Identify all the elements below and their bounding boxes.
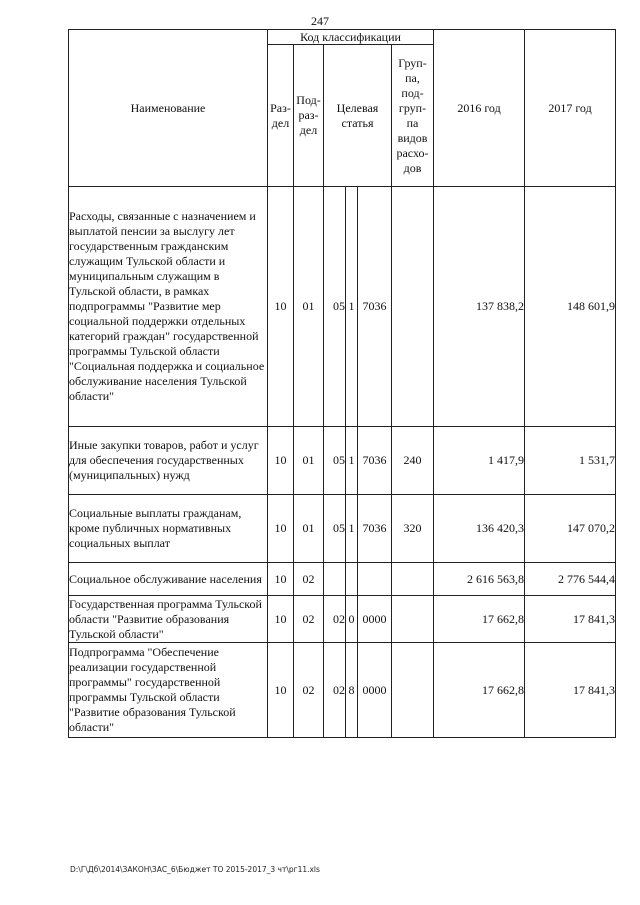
table-row <box>69 495 616 563</box>
cell-2017: 2 776 544,4 <box>525 563 616 596</box>
cell-2016: 1 417,9 <box>434 427 525 495</box>
cell-razdel: 10 <box>268 643 294 738</box>
cell-podrazdel: 02 <box>294 563 324 596</box>
cell-target-direction <box>358 563 392 596</box>
cell-target-direction: 7036 <box>358 495 392 563</box>
row-name: Государственная программа Тульской области "Развитие образования Тульской области" <box>69 596 268 643</box>
footer-file-path: D:\Г\Дб\2014\ЗАКОН\ЗАС_6\Бюджет ТО 2015-2017_3 чт\рг11.xls <box>70 865 320 874</box>
column-header-2017: 2017 год <box>525 30 616 187</box>
cell-2017: 148 601,9 <box>525 187 616 427</box>
cell-group: 240 <box>392 427 434 495</box>
cell-podrazdel: 02 <box>294 596 324 643</box>
cell-target-program: 05 <box>324 427 346 495</box>
budget-table <box>68 29 616 738</box>
cell-group: 320 <box>392 495 434 563</box>
cell-podrazdel: 01 <box>294 495 324 563</box>
cell-2017: 1 531,7 <box>525 427 616 495</box>
table-row <box>69 563 616 596</box>
row-name: Иные закупки товаров, работ и услуг для обеспечения государственных (муниципальных) нужд <box>69 427 268 495</box>
cell-target-subprogram <box>346 563 358 596</box>
cell-2016: 136 420,3 <box>434 495 525 563</box>
cell-podrazdel: 01 <box>294 187 324 427</box>
column-header-target: Целевая статья <box>324 45 392 187</box>
cell-razdel: 10 <box>268 563 294 596</box>
column-header-group: Груп- па, под- груп- па видов расхо- дов <box>392 45 434 187</box>
cell-2017: 17 841,3 <box>525 596 616 643</box>
cell-2016: 137 838,2 <box>434 187 525 427</box>
cell-razdel: 10 <box>268 596 294 643</box>
cell-target-program: 02 <box>324 596 346 643</box>
cell-target-program <box>324 563 346 596</box>
page-number: 247 <box>311 14 329 28</box>
table-row <box>69 643 616 738</box>
column-header-code-group: Код классификации <box>268 30 434 45</box>
cell-podrazdel: 02 <box>294 643 324 738</box>
row-name: Социальное обслуживание населения <box>69 563 268 596</box>
column-header-name: Наименование <box>69 30 268 187</box>
cell-2016: 2 616 563,8 <box>434 563 525 596</box>
cell-razdel: 10 <box>268 187 294 427</box>
cell-group <box>392 643 434 738</box>
cell-target-subprogram: 1 <box>346 187 358 427</box>
cell-target-direction: 0000 <box>358 643 392 738</box>
cell-target-program: 02 <box>324 643 346 738</box>
cell-target-direction: 7036 <box>358 187 392 427</box>
cell-target-subprogram: 1 <box>346 495 358 563</box>
column-header-razdel: Раз- дел <box>268 45 294 187</box>
cell-target-direction: 7036 <box>358 427 392 495</box>
cell-2016: 17 662,8 <box>434 643 525 738</box>
cell-group <box>392 596 434 643</box>
row-name: Социальные выплаты гражданам, кроме публичных нормативных социальных выплат <box>69 495 268 563</box>
cell-target-subprogram: 8 <box>346 643 358 738</box>
column-header-podrazdel: Под- раз- дел <box>294 45 324 187</box>
cell-2017: 147 070,2 <box>525 495 616 563</box>
cell-2017: 17 841,3 <box>525 643 616 738</box>
cell-target-program: 05 <box>324 495 346 563</box>
column-header-2016: 2016 год <box>434 30 525 187</box>
cell-group <box>392 187 434 427</box>
cell-target-subprogram: 0 <box>346 596 358 643</box>
cell-group <box>392 563 434 596</box>
row-name: Подпрограмма "Обеспечение реализации государственной программы" государственной программы Тульской области "Развитие образования Тульской области" <box>69 643 268 738</box>
header-row <box>69 30 616 45</box>
cell-2016: 17 662,8 <box>434 596 525 643</box>
table-row <box>69 187 616 427</box>
cell-razdel: 10 <box>268 495 294 563</box>
cell-razdel: 10 <box>268 427 294 495</box>
cell-podrazdel: 01 <box>294 427 324 495</box>
cell-target-direction: 0000 <box>358 596 392 643</box>
cell-target-subprogram: 1 <box>346 427 358 495</box>
table-row <box>69 596 616 643</box>
row-name: Расходы, связанные с назначением и выплатой пенсии за выслугу лет государственным гражданским служащим Тульской области и муниципальным служащим в Тульской области, в рамках подпрограммы "Развитие мер социальной поддержки отдельных категорий граждан" государственной программы Тульской области "Социальная поддержка и социальное обслуживание населения Тульской области" <box>69 187 268 427</box>
cell-target-program: 05 <box>324 187 346 427</box>
table-row <box>69 427 616 495</box>
